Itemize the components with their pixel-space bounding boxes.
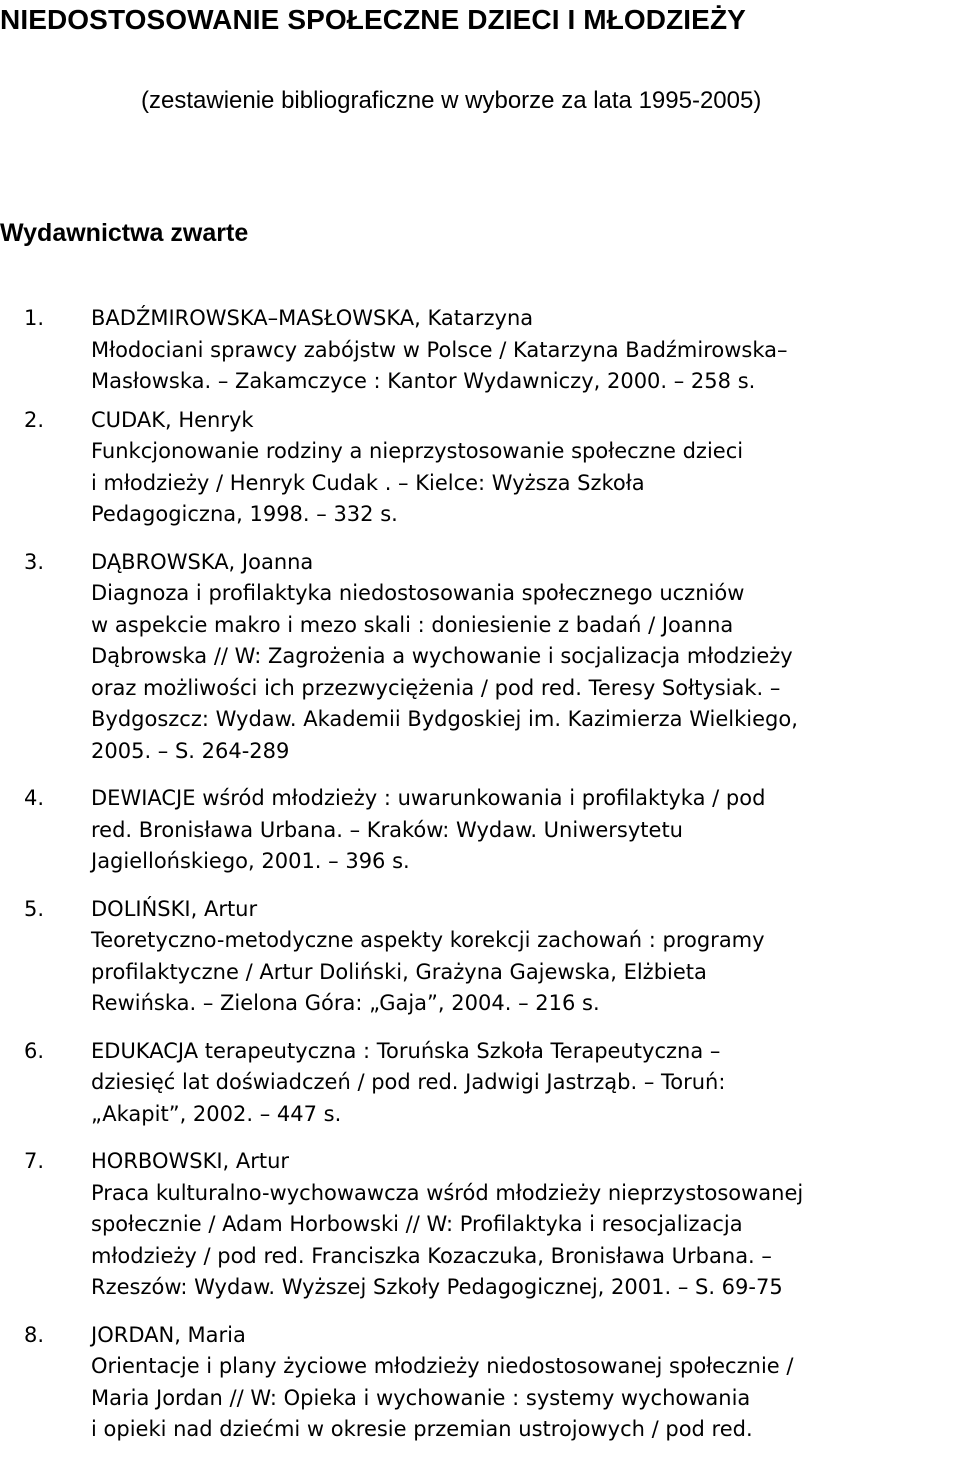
entry-number: 6. [24,1038,45,1063]
entry-text: DOLIŃSKI, Artur Teoretyczno-metodyczne aspekty korekcji zachowań : programy profilaktyczne / Artur Doliński, Grażyna Gajewska, Elżbieta Rewińska. – Zielona Góra: „Gaja”, 2004. – 216 s. [91,896,765,1015]
bibliography-entry [0,405,960,531]
bibliography-entry [0,1320,960,1446]
entry-text: HORBOWSKI, Artur Praca kulturalno-wychowawcza wśród młodzieży nieprzystosowanej społecznie / Adam Horbowski // W: Profilaktyka i resocjalizacja młodzieży / pod red. Franciszka Kozaczuka, Bronisława Urbana. – Rzeszów: Wydaw. Wyższej Szkoły Pedagogicznej, 2001. – S. 69-75 [91,1149,804,1299]
entry-number: 1. [24,306,45,330]
entry-number: 5. [24,896,45,921]
entry-text: CUDAK, Henryk Funkcjonowanie rodziny a nieprzystosowanie społeczne dzieci i młodzieży / Henryk Cudak . – Kielce: Wyższa Szkoła Pedagogiczna, 1998. – 332 s. [91,407,744,526]
bibliography-entry [0,547,960,768]
entry-number: 7. [24,1149,45,1173]
entry-number: 2. [24,407,45,432]
bibliography-entry [0,1146,960,1304]
entry-text: EDUKACJA terapeutyczna : Toruńska Szkoła Terapeutyczna – dziesięć lat doświadczeń / pod red. Jadwigi Jastrząb. – Toruń: „Akapit”, 2002. – 447 s. [91,1038,726,1126]
entry-number: 3. [24,549,45,574]
entry-text: DĄBROWSKA, Joanna Diagnoza i profilaktyka niedostosowania społecznego uczniów w aspekcie makro i mezo skali : doniesienie z badań / Joanna Dąbrowska // W: Zagrożenia a wychowanie i socjalizacja młodzieży oraz możliwości ich przezwyciężenia / pod red. Teresy Sołtysiak. – Bydgoszcz: Wydaw. Akademii Bydgoskiej im. Kazimierza Wielkiego, 2005. – S. 264-289 [91,549,798,763]
entry-number: 8. [24,1322,45,1347]
bibliography-entry [0,1036,960,1131]
entry-text: DEWIACJE wśród młodzieży : uwarunkowania i profilaktyka / pod red. Bronisława Urbana. – Kraków: Wydaw. Uniwersytetu Jagiellońskiego, 2001. – 396 s. [91,786,766,873]
bibliography-entry [0,303,960,398]
page-title: NIEDOSTOSOWANIE SPOŁECZNE DZIECI I MŁODZIEŻY [0,4,746,35]
bibliography-entry [0,894,960,1020]
entry-text: JORDAN, Maria Orientacje i plany życiowe młodzieży niedostosowanej społecznie / Maria Jordan // W: Opieka i wychowanie : systemy wychowania i opieki nad dziećmi w okresie przemian ustrojowych / pod red. [91,1322,794,1441]
page-subtitle: (zestawienie bibliograficzne w wyborze za lata 1995-2005) [141,87,762,114]
section-heading: Wydawnictwa zwarte [0,219,249,247]
bibliography-entry [0,783,960,878]
bibliography-list [0,303,960,1462]
entry-text: BADŹMIROWSKA–MASŁOWSKA, Katarzyna Młodociani sprawcy zabójstw w Polsce / Katarzyna Badźmirowska– Masłowska. – Zakamczyce : Kantor Wydawniczy, 2000. – 258 s. [91,306,788,393]
entry-number: 4. [24,786,45,810]
